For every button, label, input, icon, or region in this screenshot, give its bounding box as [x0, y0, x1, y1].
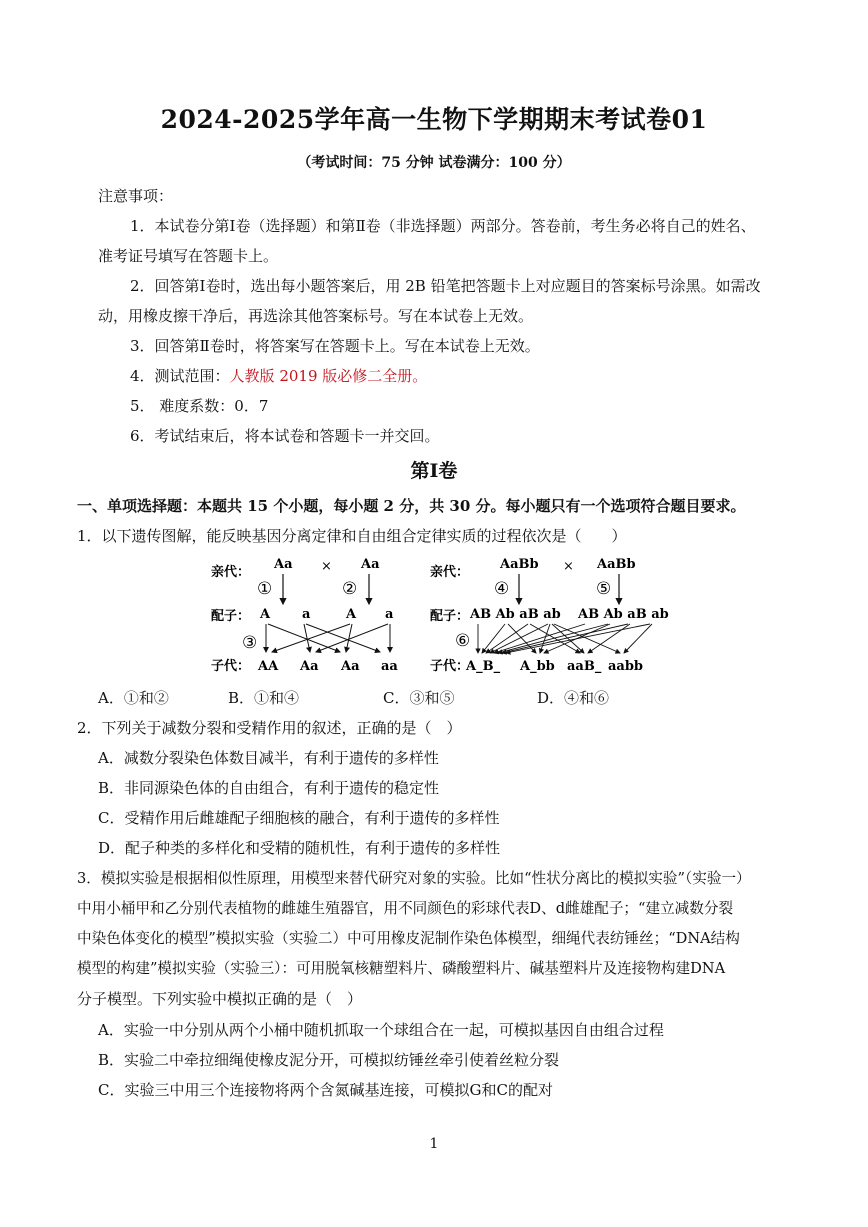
right-offspring-4: aabb — [608, 659, 644, 674]
left-offspring-1: AA — [258, 659, 279, 674]
right-offspring-1: A_B_ — [466, 659, 501, 674]
q3-stem-1: 3．模拟实验是根据相似性原理，用模型来替代研究对象的实验。比如“性状分离比的模拟实验”（实验一） — [77, 870, 751, 887]
mark-5: ⑤ — [596, 579, 612, 599]
mark-6: ⑥ — [455, 631, 471, 651]
left-offspring-4: aa — [381, 659, 398, 674]
diagram-right — [430, 557, 669, 674]
q1-option-a: A．①和② — [98, 689, 169, 707]
notes-heading: 注意事项： — [98, 187, 174, 205]
mark-4: ④ — [494, 579, 510, 599]
mark-1: ① — [257, 579, 273, 599]
note-4-scope: 人教版 2019 版必修二全册。 — [229, 367, 428, 385]
left-offspring-label: 子代： — [211, 659, 251, 674]
note-2a: 2．回答第Ⅰ卷时，选出每小题答案后，用 2B 铅笔把答题卡上对应题目的答案标号涂黑。如需改 — [130, 277, 761, 295]
left-cross: × — [321, 559, 332, 574]
q3-stem-2: 中用小桶甲和乙分别代表植物的雌雄生殖器官，用不同颜色的彩球代表D、d雌雄配子；“建立减数分裂 — [77, 900, 734, 917]
right-parent-label: 亲代： — [430, 565, 470, 580]
note-2b: 动，用橡皮擦干净后，再选涂其他答案标号。写在本试卷上无效。 — [98, 307, 534, 325]
note-6: 6．考试结束后，将本试卷和答题卡一并交回。 — [130, 427, 440, 445]
left-gamete-2: a — [302, 607, 311, 622]
q1-stem: 1．以下遗传图解，能反映基因分离定律和自由组合定律实质的过程依次是（ ） — [77, 527, 627, 545]
q3-stem-5: 分子模型。下列实验中模拟正确的是（ ） — [77, 990, 363, 1008]
q2-option-a: A．减数分裂染色体数目减半，有利于遗传的多样性 — [98, 749, 439, 767]
right-offspring-2: A_bb — [520, 659, 555, 674]
note-1a: 1．本试卷分第Ⅰ卷（选择题）和第Ⅱ卷（非选择题）两部分。答卷前，考生务必将自己的姓名、 — [130, 217, 756, 235]
q1-option-b: B．①和④ — [228, 689, 300, 707]
right-offspring-3: aaB_ — [567, 659, 602, 674]
note-5: 5． 难度系数：0．7 — [130, 397, 269, 415]
exam-subtitle: （考试时间：75 分钟 试卷满分：100 分） — [297, 155, 571, 171]
right-offspring-label: 子代： — [430, 659, 470, 674]
q3-option-b: B．实验二中牵拉细绳使橡皮泥分开，可模拟纺锤丝牵引使着丝粒分裂 — [98, 1051, 560, 1069]
left-gamete-1: A — [260, 607, 271, 622]
q3-stem-3: 中染色体变化的模型”模拟实验（实验二）中可用橡皮泥制作染色体模型，细绳代表纺锤丝；“DNA结构 — [77, 930, 740, 947]
left-offspring-2: Aa — [300, 659, 319, 674]
left-gamete-3: A — [346, 607, 357, 622]
q2-option-c: C．受精作用后雌雄配子细胞核的融合，有利于遗传的多样性 — [98, 809, 500, 827]
q1-genetic-diagrams — [0, 552, 868, 682]
q1-option-c: C．③和⑤ — [383, 689, 455, 707]
note-1b: 准考证号填写在答题卡上。 — [98, 247, 279, 265]
q2-option-d: D．配子种类的多样化和受精的随机性，有利于遗传的多样性 — [98, 839, 501, 857]
q3-stem-4: 模型的构建”模拟实验（实验三）：可用脱氧核糖塑料片、磷酸塑料片、碱基塑料片及连接物构建DNA — [77, 960, 726, 977]
left-offspring-3: Aa — [341, 659, 360, 674]
q2-stem: 2．下列关于减数分裂和受精作用的叙述，正确的是（ ） — [77, 719, 462, 737]
left-parent-1: Aa — [274, 557, 293, 572]
right-gamete-label: 配子： — [430, 609, 470, 624]
section-title: 第Ⅰ卷 — [410, 460, 458, 482]
q1-option-d: D．④和⑥ — [537, 689, 610, 707]
right-parent-2: AaBb — [597, 557, 636, 572]
note-4 — [130, 366, 427, 386]
exam-title: 2024-2025学年高一生物下学期期末考试卷01 — [160, 105, 708, 134]
mark-2: ② — [342, 579, 358, 599]
right-gametes-1: AB Ab aB ab — [470, 607, 561, 622]
q2-option-b: B．非同源染色体的自由组合，有利于遗传的稳定性 — [98, 779, 440, 797]
right-parent-1: AaBb — [500, 557, 539, 572]
left-parent-2: Aa — [361, 557, 380, 572]
right-cross: × — [563, 559, 574, 574]
page-number: 1 — [429, 1136, 439, 1152]
left-gamete-4: a — [385, 607, 394, 622]
note-4-prefix: 4．测试范围： — [130, 367, 230, 385]
q3-option-a: A．实验一中分别从两个小桶中随机抓取一个球组合在一起，可模拟基因自由组合过程 — [98, 1021, 664, 1039]
left-parent-label: 亲代： — [211, 565, 251, 580]
note-3: 3．回答第Ⅱ卷时，将答案写在答题卡上。写在本试卷上无效。 — [130, 337, 540, 355]
left-gamete-label: 配子： — [211, 609, 251, 624]
mark-3: ③ — [242, 633, 258, 653]
q3-option-c: C．实验三中用三个连接物将两个含氮碱基连接，可模拟G和C的配对 — [98, 1081, 553, 1099]
section-intro: 一、单项选择题：本题共 15 个小题，每小题 2 分，共 30 分。每小题只有一个选项符合题目要求。 — [77, 497, 746, 515]
diagram-left — [211, 557, 398, 674]
right-gametes-2: AB Ab aB ab — [578, 607, 669, 622]
